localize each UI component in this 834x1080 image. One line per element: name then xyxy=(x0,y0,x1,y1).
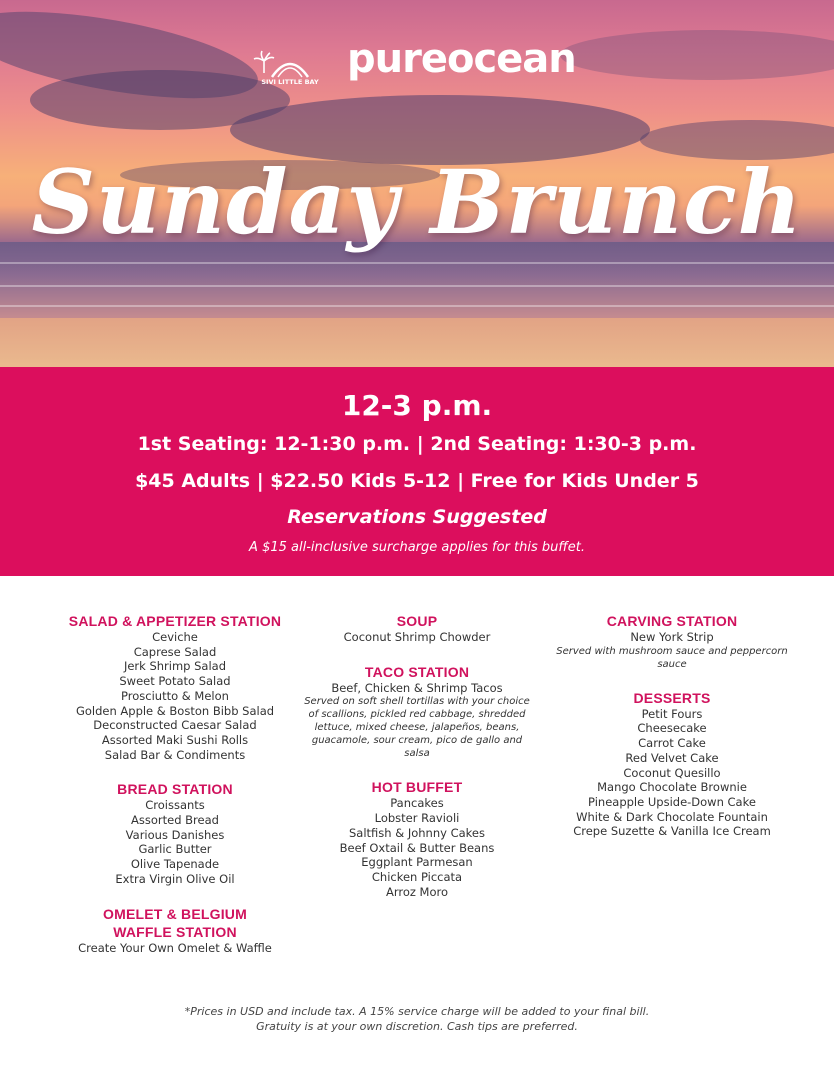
wave-decoration xyxy=(0,285,834,287)
footer-line: Gratuity is at your own discretion. Cash tips are preferred. xyxy=(256,1020,578,1033)
menu-item: Assorted Maki Sushi Rolls xyxy=(101,732,249,747)
menu-item: Sweet Potato Salad xyxy=(119,674,231,689)
menu-item-note: Served on soft shell tortillas with your choice of scallions, pickled red cabbage, shredded lettuce, mixed cheese, jalapeños, beans, guacamole, sour cream, pico de gallo and salsa xyxy=(304,696,530,760)
sea-decoration xyxy=(0,242,834,322)
reservations-note: Reservations Suggested xyxy=(287,506,547,528)
soup-station xyxy=(297,612,537,645)
salad-station xyxy=(40,612,310,762)
menu-item: Carrot Cake xyxy=(638,736,706,751)
menu-column-left xyxy=(40,612,310,973)
section-title-line2: WAFFLE STATION xyxy=(113,923,237,940)
brand-name: pureocean xyxy=(347,36,576,82)
section-title: HOT BUFFET xyxy=(371,779,463,796)
menu-item: Ceviche xyxy=(152,630,198,644)
menu-item: Beef Oxtail & Butter Beans xyxy=(339,840,495,855)
menu-item: Pancakes xyxy=(390,796,444,811)
wave-decoration xyxy=(0,262,834,264)
bread-station xyxy=(40,780,310,886)
seating-times: 1st Seating: 12-1:30 p.m. | 2nd Seating: 1:30-3 p.m. xyxy=(137,433,697,455)
info-band xyxy=(0,367,834,576)
menu-item: Extra Virgin Olive Oil xyxy=(115,871,235,886)
menu-item: Red Velvet Cake xyxy=(625,750,719,765)
menu-item: Prosciutto & Melon xyxy=(121,688,229,703)
pricing: $45 Adults | $22.50 Kids 5-12 | Free for Kids Under 5 xyxy=(135,470,699,492)
desserts xyxy=(548,689,796,839)
menu-item: Croissants xyxy=(145,798,205,813)
menu-item: Saltfish & Johnny Cakes xyxy=(348,825,485,840)
menu-item: White & Dark Chocolate Fountain xyxy=(576,809,768,824)
menu-item: Garlic Butter xyxy=(138,842,212,857)
hero-banner xyxy=(0,0,834,367)
menu-item: Deconstructed Caesar Salad xyxy=(93,718,257,733)
menu-item: Arroz Moro xyxy=(385,884,449,899)
omelet-waffle-station xyxy=(40,905,310,956)
menu-item: Assorted Bread xyxy=(131,813,219,828)
menu-item: Crepe Suzette & Vanilla Ice Cream xyxy=(573,824,771,839)
section-title: TACO STATION xyxy=(364,663,470,680)
brunch-hours: 12-3 p.m. xyxy=(341,389,493,422)
section-title: SOUP xyxy=(396,613,438,629)
menu-item: New York Strip xyxy=(630,630,714,644)
menu-item: Caprese Salad xyxy=(133,644,217,659)
menu-item: Salad Bar & Condiments xyxy=(104,747,246,762)
section-title: SALAD & APPETIZER STATION xyxy=(68,613,282,629)
footer-notes xyxy=(0,1004,834,1034)
section-title: DESSERTS xyxy=(633,689,711,706)
cloud-decoration xyxy=(560,30,834,80)
menu-item: Eggplant Parmesan xyxy=(361,855,473,870)
wave-decoration xyxy=(0,305,834,307)
hot-buffet xyxy=(297,778,537,899)
page-title: Sunday Brunch xyxy=(31,150,803,254)
footer-line: *Prices in USD and include tax. A 15% service charge will be added to your final bill. xyxy=(184,1005,650,1018)
section-title: OMELET & BELGIUM xyxy=(103,905,247,922)
menu-item: Jerk Shrimp Salad xyxy=(123,659,227,674)
carving-station xyxy=(548,612,796,671)
menu-item: Cheesecake xyxy=(637,721,707,736)
menu-item: Petit Fours xyxy=(641,706,703,721)
taco-station xyxy=(297,663,537,761)
menu-item: Coconut Shrimp Chowder xyxy=(343,630,491,644)
menu-column-middle xyxy=(297,612,537,917)
menu-item: Chicken Piccata xyxy=(371,869,463,884)
menu-item: Lobster Ravioli xyxy=(374,811,460,826)
menu-item: Golden Apple & Boston Bibb Salad xyxy=(75,703,275,718)
menu-item: Olive Tapenade xyxy=(130,857,220,872)
svg-text:SIVI LITTLE BAY: SIVI LITTLE BAY xyxy=(261,78,319,86)
menu-column-right xyxy=(548,612,796,857)
menu-item: Various Danishes xyxy=(125,827,225,842)
menu-item: Create Your Own Omelet & Waffle xyxy=(78,940,272,955)
menu-item-note: Served with mushroom sauce and peppercorn sauce xyxy=(556,645,788,670)
section-title: CARVING STATION xyxy=(606,613,738,629)
surcharge-note: A $15 all-inclusive surcharge applies for this buffet. xyxy=(249,540,585,555)
menu-item: Beef, Chicken & Shrimp Tacos xyxy=(331,680,503,695)
menu-item: Pineapple Upside-Down Cake xyxy=(588,794,756,809)
sand-decoration xyxy=(0,318,834,367)
resort-logo-icon xyxy=(250,47,330,87)
menu-item: Coconut Quesillo xyxy=(623,765,721,780)
section-title: BREAD STATION xyxy=(117,781,233,798)
menu-item: Mango Chocolate Brownie xyxy=(597,780,747,795)
